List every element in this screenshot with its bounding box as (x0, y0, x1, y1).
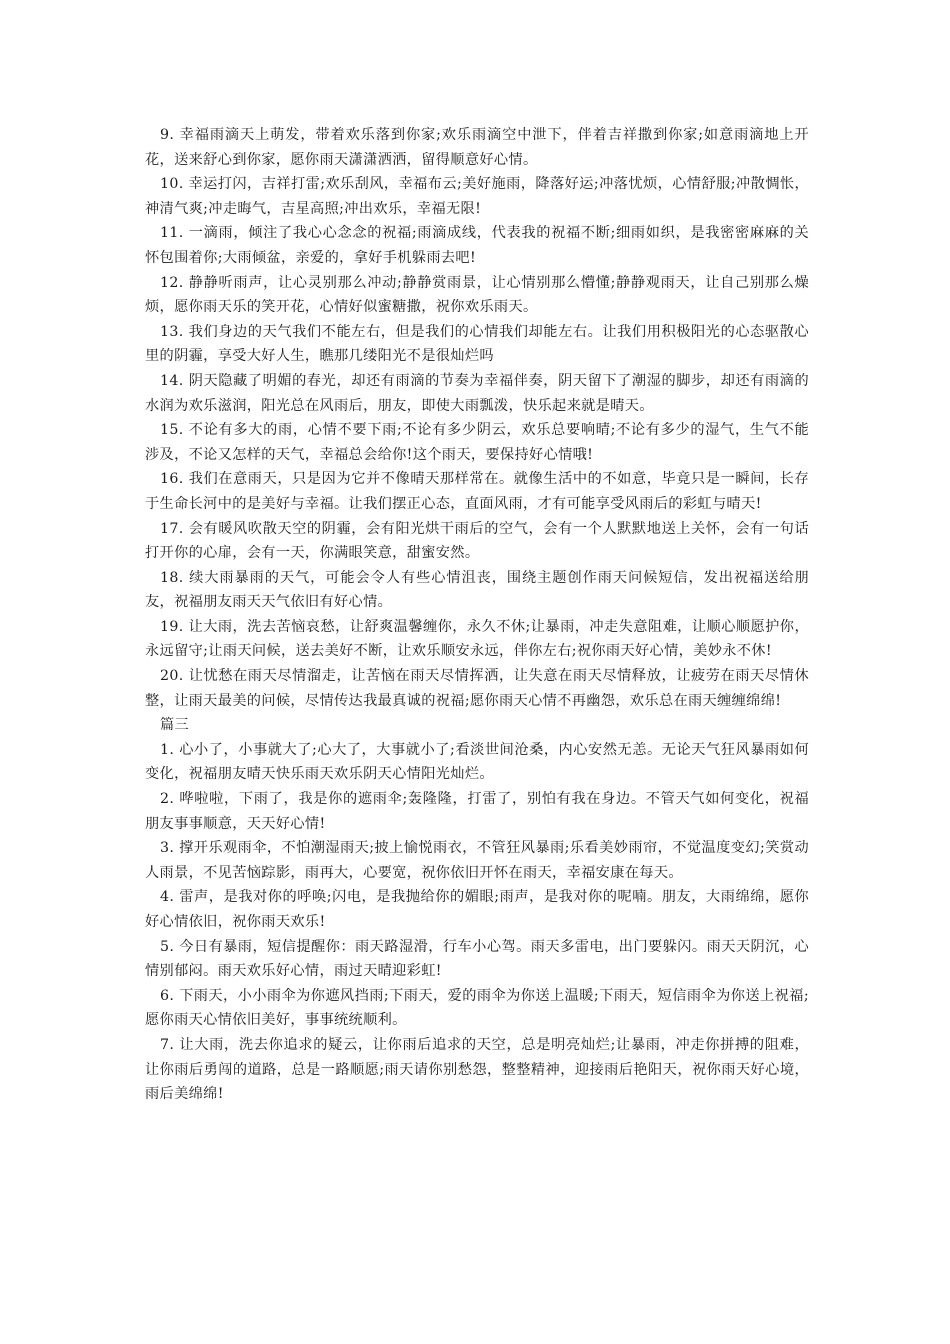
paragraph-18: 18. 续大雨暴雨的天气，可能会令人有些心情沮丧，围绕主题创作雨天问候短信，发出祝福送给朋友，祝福朋友雨天天气依旧有好心情。 (145, 569, 809, 611)
paragraph-b5: 5. 今日有暴雨，短信提醒你：雨天路湿滑，行车小心驾。雨天多雷电，出门要躲闪。雨天天阴沉，心情别郁闷。雨天欢乐好心情，雨过天晴迎彩虹! (145, 938, 809, 980)
paragraph-20: 20. 让忧愁在雨天尽情溜走，让苦恼在雨天尽情挥洒，让失意在雨天尽情释放，让疲劳在雨天尽情休整，让雨天最美的问候，尽情传达我最真诚的祝福;愿你雨天心情不再幽怨，欢乐总在雨天缠缠绵绵! (145, 668, 809, 709)
paragraph-b6: 6. 下雨天，小小雨伞为你遮风挡雨;下雨天，爱的雨伞为你送上温暖;下雨天，短信雨伞为你送上祝福;愿你雨天心情依旧美好，事事统统顺利。 (145, 987, 809, 1029)
paragraph-b2: 2. 哗啦啦，下雨了，我是你的遮雨伞;轰隆隆，打雷了，别怕有我在身边。不管天气如何变化，祝福朋友事事顺意，天天好心情! (145, 791, 809, 832)
paragraph-b1: 1. 心小了，小事就大了;心大了，大事就小了;看淡世间沧桑，内心安然无恙。无论天气狂风暴雨如何变化，祝福朋友晴天快乐雨天欢乐阴天心情阳光灿烂。 (145, 741, 809, 783)
paragraph-13: 13. 我们身边的天气我们不能左右，但是我们的心情我们却能左右。让我们用积极阳光的心态驱散心里的阴霾，享受大好人生，瞧那几缕阳光不是很灿烂吗 (145, 323, 809, 365)
paragraph-10: 10. 幸运打闪，吉祥打雷;欢乐刮风，幸福布云;美好施雨，降落好运;冲落忧烦，心情舒服;冲散惆怅，神清气爽;冲走晦气，吉星高照;冲出欢乐，幸福无限! (145, 176, 809, 217)
paragraph-12: 12. 静静听雨声，让心灵别那么冲动;静静赏雨景，让心情别那么懵懂;静静观雨天，让自己别那么燥烦，愿你雨天乐的笑开花，心情好似蜜糖撒，祝你欢乐雨天。 (145, 274, 809, 316)
section-heading: 篇三 (160, 717, 190, 734)
paragraph-19: 19. 让大雨，洗去苦恼哀愁，让舒爽温馨缠你，永久不休;让暴雨，冲走失意阻难，让顺心顺愿护你，永远留守;让雨天问候，送去美好不断，让欢乐顺安永远，伴你左右;祝你雨天好心情，美妙永不休! (145, 618, 809, 660)
paragraph-14: 14. 阴天隐藏了明媚的春光，却还有雨滴的节奏为幸福伴奏，阴天留下了潮湿的脚步，却还有雨滴的水润为欢乐滋润，阳光总在风雨后，朋友，即使大雨瓢泼，快乐起来就是晴天。 (145, 372, 809, 414)
document-body (145, 123, 809, 1107)
paragraph-b7: 7. 让大雨，洗去你追求的疑云，让你雨后追求的天空，总是明亮灿烂;让暴雨，冲走你拼搏的阻难，让你雨后勇闯的道路，总是一路顺愿;雨天请你别愁怨，整整精神，迎接雨后艳阳天，祝你雨天好心境，雨后美绵绵! (145, 1036, 809, 1103)
paragraph-9: 9. 幸福雨滴天上萌发，带着欢乐落到你家;欢乐雨滴空中泄下，伴着吉祥撒到你家;如意雨滴地上开花，送来舒心到你家，愿你雨天潇潇洒洒，留得顺意好心情。 (145, 127, 809, 168)
paragraph-16: 16. 我们在意雨天，只是因为它并不像晴天那样常在。就像生活中的不如意，毕竟只是一瞬间，长存于生命长河中的是美好与幸福。让我们摆正心态，直面风雨，才有可能享受风雨后的彩虹与晴天! (145, 471, 809, 512)
paragraph-17: 17. 会有暖风吹散天空的阴霾，会有阳光烘干雨后的空气，会有一个人默默地送上关怀，会有一句话打开你的心扉，会有一天，你满眼笑意，甜蜜安然。 (145, 520, 809, 562)
paragraph-b4: 4. 雷声，是我对你的呼唤;闪电，是我抛给你的媚眼;雨声，是我对你的呢喃。朋友，大雨绵绵，愿你好心情依旧，祝你雨天欢乐! (145, 889, 809, 930)
paragraph-b3: 3. 撑开乐观雨伞，不怕潮湿雨天;披上愉悦雨衣，不管狂风暴雨;乐看美妙雨帘，不觉温度变幻;笑赏动人雨景，不见苦恼踪影，雨再大，心要宽，祝你依旧开怀在雨天，幸福安康在每天。 (145, 840, 809, 881)
paragraph-11: 11. 一滴雨，倾注了我心心念念的祝福;雨滴成线，代表我的祝福不断;细雨如织，是我密密麻麻的关怀包围着你;大雨倾盆，亲爱的，拿好手机躲雨去吧! (145, 225, 809, 266)
paragraph-15: 15. 不论有多大的雨，心情不要下雨;不论有多少阴云，欢乐总要响晴;不论有多少的湿气，生气不能涉及，不论又怎样的天气，幸福总会给你!这个雨天，要保持好心情哦! (145, 422, 809, 463)
